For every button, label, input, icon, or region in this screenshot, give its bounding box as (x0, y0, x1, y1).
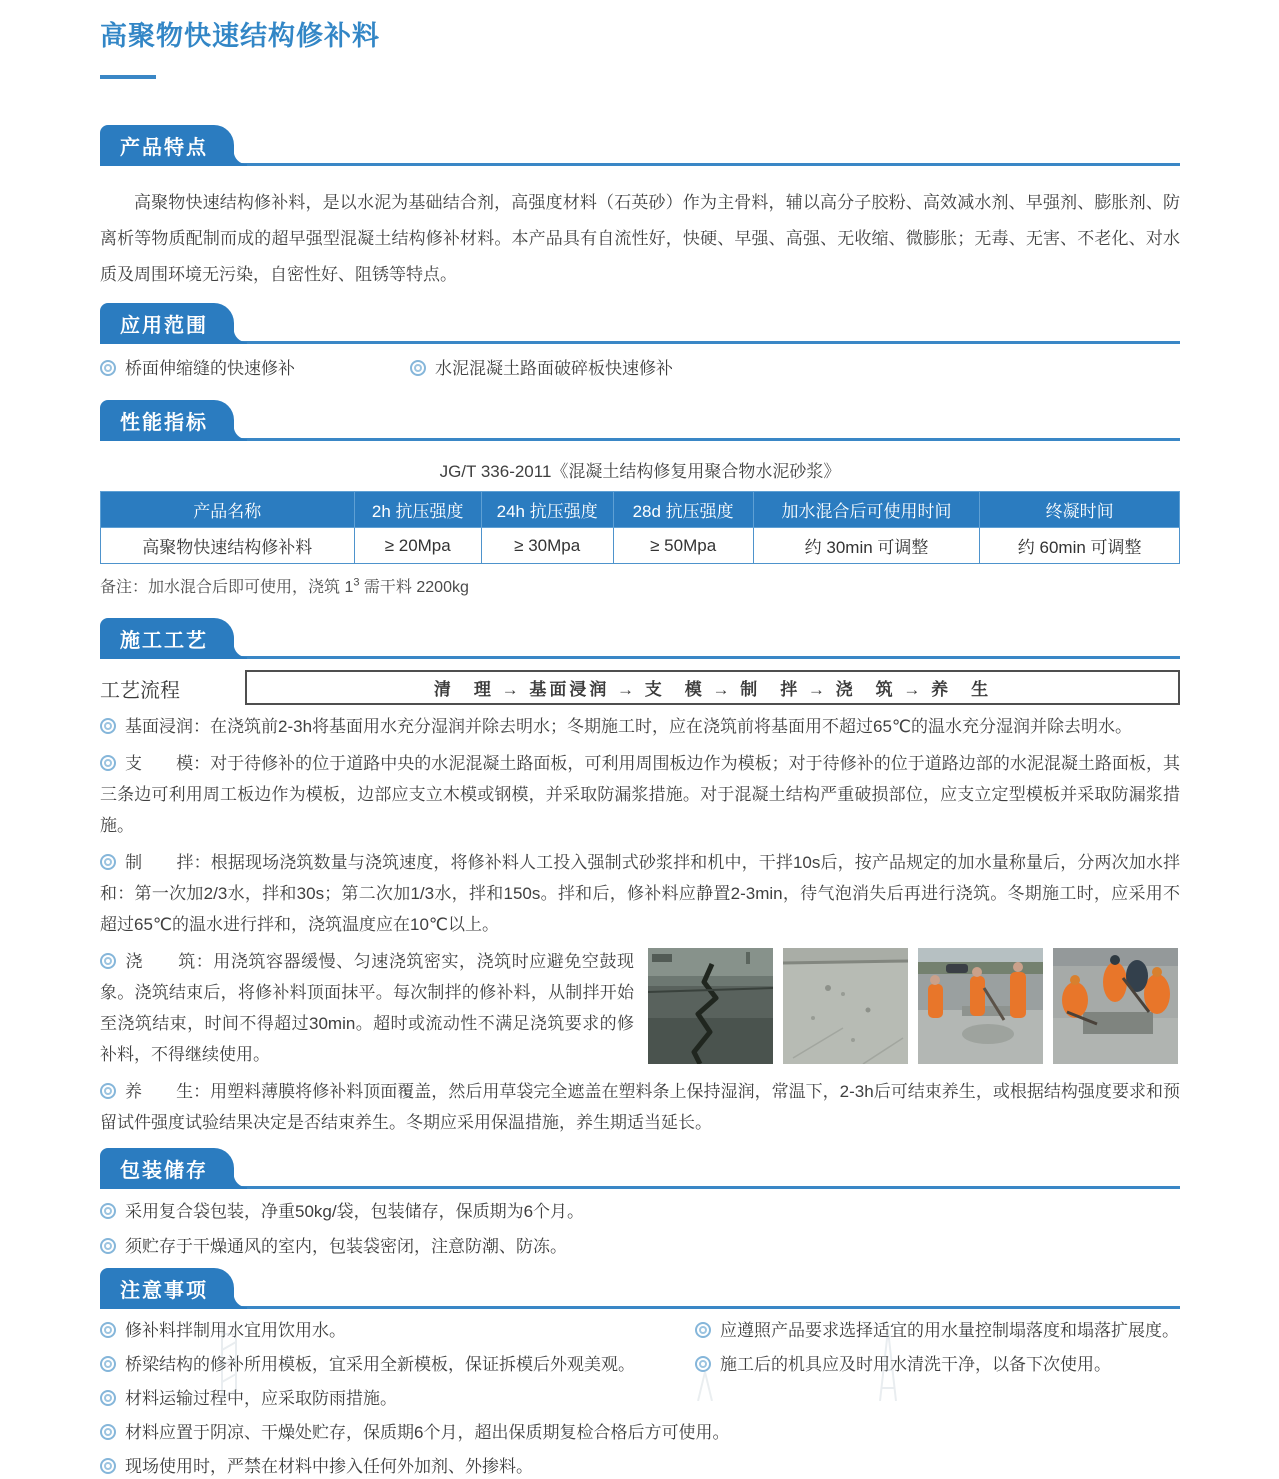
section-header-notes (100, 1272, 1180, 1309)
table-header-row (101, 492, 1180, 528)
construction-step-text: 支 模：对于待修补的位于道路中央的水泥混凝土路面板，可利用周围板边作为模板；对于待修补的位于道路边部的水泥混凝土路面板，其三条边可利用周工板边作为模板，边部应支立木模或钢模，并采取防漏浆措施。对于混凝土结构严重破损部位，应支立定型模板并采取防漏浆措施。 (100, 754, 1180, 835)
construction-step (100, 847, 1180, 940)
double-ring-bullet-icon (410, 360, 426, 376)
double-ring-bullet-icon (100, 1083, 116, 1099)
notes-item-label: 修补料拌制用水宜用饮用水。 (125, 1321, 346, 1340)
packaging-item (100, 1235, 1180, 1259)
photo-workers-patching (1053, 948, 1178, 1064)
site-photos-strip (648, 948, 1180, 1064)
construction-step (100, 711, 1180, 742)
watermark-pylon-sketch (868, 1330, 908, 1401)
photo-road-repair-workers (918, 948, 1043, 1064)
table-cell: 约 60min 可调整 (980, 528, 1180, 564)
notes-item (695, 1319, 1180, 1343)
photo-concrete-surface (783, 948, 908, 1064)
table-header-cell: 终凝时间 (980, 492, 1180, 528)
notes-item (100, 1319, 695, 1343)
concrete-surface-illustration (783, 948, 908, 1064)
section-header-features (100, 129, 1180, 166)
section-header-construction (100, 622, 1180, 659)
notes-item (100, 1387, 1180, 1411)
double-ring-bullet-icon (100, 1458, 116, 1474)
notes-item-label: 桥梁结构的修补所用模板，宜采用全新模板，保证拆模后外观美观。 (125, 1355, 635, 1374)
application-item-label: 水泥混凝土路面破碎板快速修补 (435, 359, 673, 378)
application-item (410, 357, 673, 381)
application-item-label: 桥面伸缩缝的快速修补 (125, 359, 295, 378)
table-cell: ≥ 50Mpa (613, 528, 753, 564)
construction-step-text: 基面浸润：在浇筑前2-3h将基面用水充分湿润并除去明水；冬期施工时，应在浇筑前将基面用不超过65℃的温水充分湿润并除去明水。 (125, 717, 1133, 736)
notes-item-label: 应遵照产品要求选择适宜的用水量控制塌落度和塌落扩展度。 (720, 1321, 1179, 1340)
double-ring-bullet-icon (100, 854, 116, 870)
remark-text: 需干料 2200kg (359, 579, 469, 596)
table-row (101, 528, 1180, 564)
double-ring-bullet-icon (100, 1424, 116, 1440)
table-cell: ≥ 30Mpa (481, 528, 613, 564)
watermark-tower-sketch (200, 1322, 260, 1401)
double-ring-bullet-icon (100, 755, 116, 771)
double-ring-bullet-icon (100, 1238, 116, 1254)
double-ring-bullet-icon (100, 1322, 116, 1338)
notes-item (100, 1455, 1180, 1479)
title-underline (100, 75, 156, 79)
table-cell: 约 30min 可调整 (753, 528, 980, 564)
construction-step-text: 浇 筑：用浇筑容器缓慢、匀速浇筑密实，浇筑时应避免空鼓现象。浇筑结束后，将修补料顶面抹平。每次制拌的修补料，从制拌开始至浇筑结束，时间不得超过30min。超时或流动性不满足浇筑要求的修补料，不得继续使用。 (100, 952, 634, 1064)
application-list (100, 357, 1180, 381)
table-header-cell: 2h 抗压强度 (354, 492, 481, 528)
photo-cracked-pavement (648, 948, 773, 1064)
cracked-pavement-illustration (648, 948, 773, 1064)
section-header-application (100, 307, 1180, 344)
section-tab-features: 产品特点 (100, 125, 234, 166)
table-cell: 高聚物快速结构修补料 (101, 528, 355, 564)
table-header-cell: 加水混合后可使用时间 (753, 492, 980, 528)
section-header-performance (100, 404, 1180, 441)
road-repair-workers-illustration (918, 948, 1043, 1064)
process-flow-row (100, 670, 1180, 705)
double-ring-bullet-icon (695, 1322, 711, 1338)
performance-standard-text: JG/T 336-2011《混凝土结构修复用聚合物水泥砂浆》 (439, 462, 841, 481)
notes-row (100, 1319, 1180, 1343)
double-ring-bullet-icon (695, 1356, 711, 1372)
double-ring-bullet-icon (100, 1203, 116, 1219)
section-tab-application: 应用范围 (100, 303, 234, 344)
packaging-item (100, 1200, 1180, 1224)
notes-item-label: 材料运输过程中，应采取防雨措施。 (125, 1389, 397, 1408)
packaging-item-label: 采用复合袋包装，净重50kg/袋，包装储存，保质期为6个月。 (125, 1202, 585, 1221)
double-ring-bullet-icon (100, 360, 116, 376)
remark-text: 备注：加水混合后即可使用，浇筑 1 (100, 579, 354, 596)
construction-step-text: 养 生：用塑料薄膜将修补料顶面覆盖，然后用草袋完全遮盖在塑料条上保持湿润，常温下，2-3h后可结束养生，或根据结构强度要求和预留试件强度试验结果决定是否结束养生。冬期应采用保温措施，养生期适当延长。 (100, 1082, 1180, 1132)
construction-step-text: 制 拌：根据现场浇筑数量与浇筑速度，将修补料人工投入强制式砂浆拌和机中，干拌10s后，按产品规定的加水量称量后，分两次加水拌和：第一次加2/3水，拌和30s；第二次加1/3水，拌和150s。拌和后，修补料应静置2-3min，待气泡消失后再进行浇筑。冬期施工时，应采用不超过65℃的温水进行拌和，浇筑温度应在10℃以上。 (100, 853, 1180, 934)
notes-item-label: 材料应置于阴凉、干燥处贮存，保质期6个月，超出保质期复检合格后方可使用。 (125, 1423, 730, 1442)
double-ring-bullet-icon (100, 1390, 116, 1406)
notes-item-label: 现场使用时，严禁在材料中掺入任何外加剂、外掺料。 (125, 1457, 533, 1476)
construction-step (100, 1076, 1180, 1138)
workers-patching-illustration (1053, 948, 1178, 1064)
table-header-cell: 24h 抗压强度 (481, 492, 613, 528)
notes-item-label: 施工后的机具应及时用水清洗干净，以备下次使用。 (720, 1355, 1111, 1374)
table-header-cell: 28d 抗压强度 (613, 492, 753, 528)
remark-superscript: 3 (353, 576, 360, 589)
section-tab-packaging: 包装储存 (100, 1148, 234, 1189)
features-paragraph: 高聚物快速结构修补料，是以水泥为基础结合剂，高强度材料（石英砂）作为主骨料，辅以高分子胶粉、高效减水剂、早强剂、膨胀剂、防离析等物质配制而成的超早强型混凝土结构修补材料。本产品具有自流性好，快硬、早强、高强、无收缩、微膨胀；无毒、无害、不老化、对水质及周围环境无污染，自密性好、阻锈等特点。 (100, 193, 1180, 284)
section-tab-notes: 注意事项 (100, 1268, 234, 1309)
performance-table (100, 491, 1180, 564)
watermark-spire-sketch (690, 1372, 720, 1401)
notes-row (100, 1353, 1180, 1377)
double-ring-bullet-icon (100, 1356, 116, 1372)
section-tab-construction: 施工工艺 (100, 618, 234, 659)
packaging-item-label: 须贮存于干燥通风的室内，包装袋密闭，注意防潮、防冻。 (125, 1237, 567, 1256)
process-flow-box: 清 理 → 基面浸润 → 支 模 → 制 拌 → 浇 筑 → 养 生 (245, 670, 1180, 705)
notes-item (695, 1353, 1180, 1377)
pouring-block (100, 946, 1180, 1070)
section-header-packaging (100, 1152, 1180, 1189)
process-flow-label: 工艺流程 (100, 680, 180, 702)
table-remark (100, 574, 1180, 597)
notes-item (100, 1353, 695, 1377)
double-ring-bullet-icon (100, 718, 116, 734)
section-tab-performance: 性能指标 (100, 400, 234, 441)
notes-item (100, 1421, 1180, 1445)
double-ring-bullet-icon (100, 953, 116, 969)
application-item (100, 357, 410, 381)
table-cell: ≥ 20Mpa (354, 528, 481, 564)
table-header-cell: 产品名称 (101, 492, 355, 528)
page-title: 高聚物快速结构修补料 (100, 21, 380, 51)
construction-step (100, 748, 1180, 841)
